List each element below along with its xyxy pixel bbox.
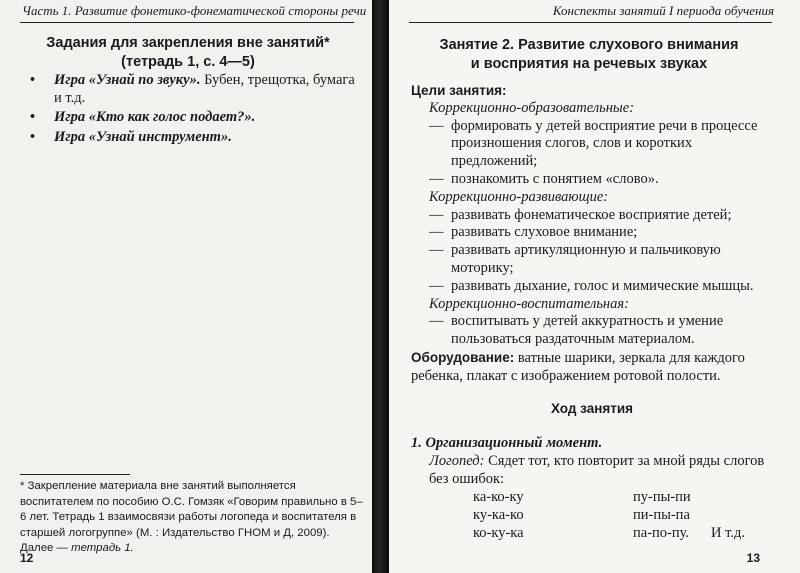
dash-icon: — xyxy=(429,117,444,134)
goals-subheading-developing: Коррекционно-развивающие: xyxy=(429,188,609,205)
game-name: Игра «Узнай по звуку». xyxy=(54,72,201,88)
right-header-rule xyxy=(409,22,772,23)
lesson-title xyxy=(409,36,769,74)
dash-icon: — xyxy=(429,242,444,259)
list-item-text: развивать артикуляционную и пальчиковую моторику; xyxy=(451,242,721,276)
syllable-row xyxy=(411,507,773,525)
dash-icon: — xyxy=(429,206,444,223)
footnote-rule xyxy=(20,474,130,475)
left-header-rule xyxy=(20,22,354,23)
left-title-line1: Задания для закрепления вне занятий* xyxy=(46,35,330,51)
list-item xyxy=(411,118,773,171)
lesson-title-line1: Занятие 2. Развитие слухового внимания xyxy=(439,37,739,53)
bullet-icon: • xyxy=(30,109,36,125)
bullet-icon: • xyxy=(30,72,36,88)
right-page-number: 13 xyxy=(746,551,760,565)
right-page xyxy=(389,0,800,573)
left-page xyxy=(0,0,372,573)
syllable-cell: ку-ка-ко xyxy=(473,506,524,523)
equipment-paragraph xyxy=(411,349,773,386)
list-item xyxy=(411,313,773,349)
left-section-title xyxy=(20,34,356,72)
syllable-row xyxy=(411,525,773,543)
dash-icon: — xyxy=(429,313,444,330)
game-list xyxy=(28,72,364,148)
syllable-cell: пи-пы-па xyxy=(633,506,690,523)
left-running-head: Часть 1. Развитие фонетико-фонематической стороны речи xyxy=(22,3,367,18)
list-item xyxy=(28,109,364,127)
syllable-cell: И т.д. xyxy=(711,524,745,541)
list-item-text: развивать фонематическое восприятие детей; xyxy=(451,206,732,223)
lesson-title-line2: и восприятия на речевых звуках xyxy=(470,56,708,72)
goals-heading: Цели занятия: xyxy=(411,83,507,98)
list-item xyxy=(411,278,773,296)
speech-text: Сядет тот, кто повторит за мной ряды слогов без ошибок: xyxy=(429,453,765,487)
game-name: Игра «Узнай инструмент». xyxy=(54,128,232,145)
list-item-text: развивать дыхание, голос и мимические мышцы. xyxy=(451,277,754,294)
list-item-text: воспитывать у детей аккуратность и умение пользоваться раздаточным материалом. xyxy=(451,313,724,348)
book-spine xyxy=(372,0,389,573)
syllable-cell: пу-пы-пи xyxy=(633,488,691,505)
goals-subheading-upbringing: Коррекционно-воспитательная: xyxy=(429,295,629,312)
list-item-text: развивать слуховое внимание; xyxy=(451,224,638,241)
syllable-cell: ка-ко-ку xyxy=(473,488,524,505)
right-running-head: Конспекты занятий I периода обучения xyxy=(552,3,774,18)
game-description: Бубен, трещотка, бумага и т.д. xyxy=(54,72,355,106)
speech-paragraph xyxy=(411,453,773,489)
left-title-line2: (тетрадь 1, с. 4—5) xyxy=(121,54,255,70)
footnote-italic: тетрадь 1. xyxy=(71,542,134,555)
list-item-text: формировать у детей восприятие речи в процессе произношения слогов, слов и коротких предложений; xyxy=(451,117,758,170)
left-page-number: 12 xyxy=(20,551,34,565)
list-item xyxy=(28,72,364,107)
syllable-row xyxy=(411,489,773,507)
list-item xyxy=(411,242,773,278)
speaker-label: Логопед: xyxy=(429,453,485,470)
section-heading: 1. Организационный момент. xyxy=(411,435,603,452)
syllable-cell: ко-ку-ка xyxy=(473,524,524,541)
bullet-icon: • xyxy=(30,128,36,145)
footnote xyxy=(20,479,366,557)
lesson-body xyxy=(411,82,773,543)
list-item xyxy=(411,224,773,242)
course-heading: Ход занятия xyxy=(550,400,634,416)
footnote-text: * Закрепление материала вне занятий выполняется воспитателем по пособию О.С. Гомзяк «Говорим правильно в 5–6 лет. Тетрадь 1 взаимосвязи работы логопеда и воспитателя в старшей логогруппе» (М. : Издательство ГНОМ и Д, 2009). Далее — xyxy=(20,480,363,555)
syllable-cell: па-по-пу. xyxy=(633,524,690,541)
list-item-text: познакомить с понятием «слово». xyxy=(451,170,659,187)
goals-subheading-educational: Коррекционно-образовательные: xyxy=(429,99,635,116)
game-name: Игра «Кто как голос подает?». xyxy=(54,109,256,125)
list-item xyxy=(411,171,773,189)
dash-icon: — xyxy=(429,277,444,294)
equipment-text: ватные шарики, зеркала для каждого ребенка, плакат с изображением ротовой полости. xyxy=(411,349,745,384)
dash-icon: — xyxy=(429,170,444,187)
equipment-label: Оборудование: xyxy=(411,349,515,365)
list-item xyxy=(28,129,364,147)
list-item xyxy=(411,207,773,225)
dash-icon: — xyxy=(429,224,444,241)
